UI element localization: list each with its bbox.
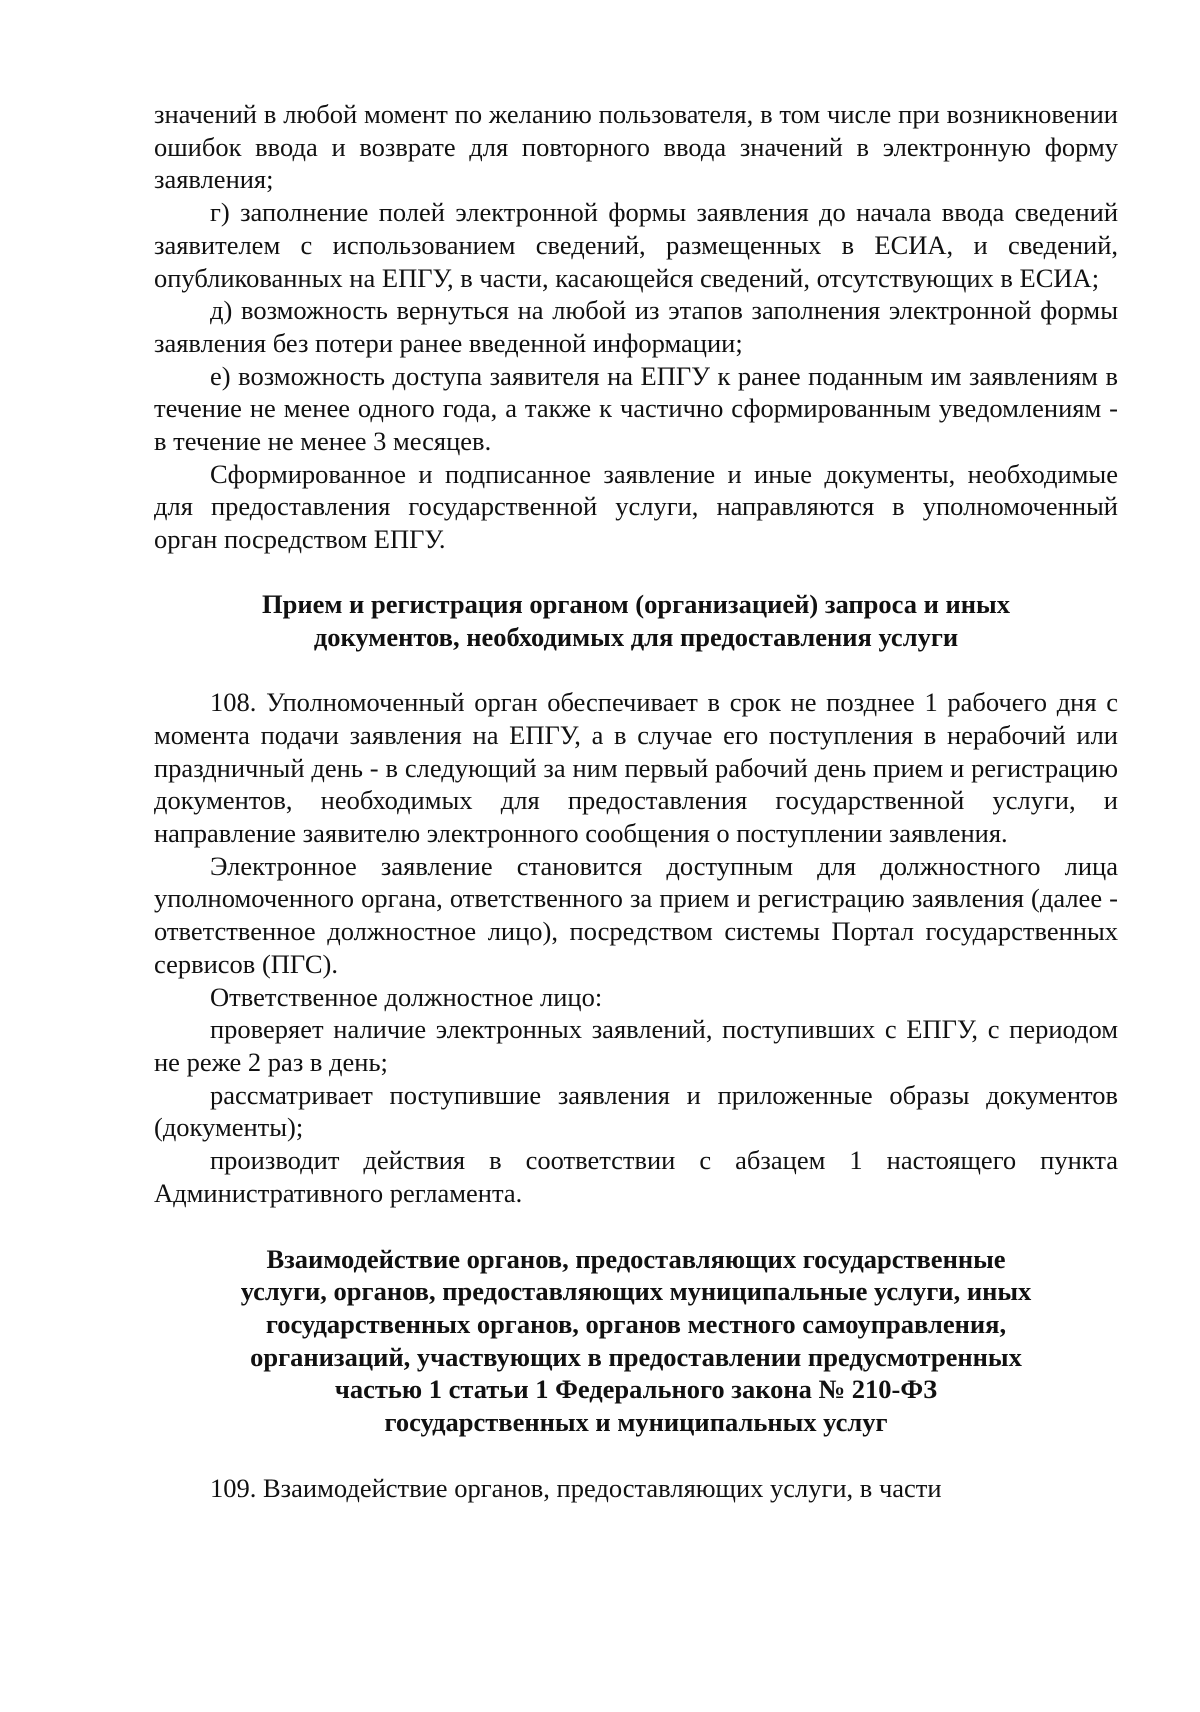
heading-line: Прием и регистрация органом (организацией) запроса и иных xyxy=(262,588,1010,619)
paragraph-formed-application: Сформированное и подписанное заявление и иные документы, необходимые для предоставления государственной услуги, направляются в уполномоченный орган посредством ЕПГУ. xyxy=(154,458,1118,555)
heading-line: услуги, органов, предоставляющих муниципальные услуги, иных xyxy=(240,1276,1032,1307)
paragraph-item-d: д) возможность вернуться на любой из этапов заполнения электронной формы заявления без потери ранее введенной информации; xyxy=(154,295,1118,358)
section-heading-reception-registration xyxy=(154,588,1118,653)
document-body xyxy=(154,98,1118,1504)
paragraph-checks: проверяет наличие электронных заявлений, поступивших с ЕПГУ, с периодом не реже 2 раз в день; xyxy=(154,1014,1118,1077)
heading-line: Взаимодействие органов, предоставляющих государственные xyxy=(266,1243,1006,1274)
section-heading-interaction xyxy=(154,1243,1118,1439)
heading-line: документов, необходимых для предоставления услуги xyxy=(313,621,959,652)
paragraph-electronic-application: Электронное заявление становится доступным для должностного лица уполномоченного органа, ответственного за прием и регистрацию заявления (далее - ответственное должностное лицо), посредством системы Портал государственных сервисов (ПГС). xyxy=(154,850,1118,979)
paragraph-continuation: значений в любой момент по желанию пользователя, в том числе при возникновении ошибок ввода и возврате для повторного ввода значений в электронную форму заявления; xyxy=(154,99,1118,195)
paragraph-performs: производит действия в соответствии с абзацем 1 настоящего пункта Административного регламента. xyxy=(154,1145,1118,1208)
heading-line: государственных и муниципальных услуг xyxy=(384,1407,888,1438)
paragraph-reviews: рассматривает поступившие заявления и приложенные образы документов (документы); xyxy=(154,1079,1118,1143)
heading-line: частью 1 статьи 1 Федерального закона № 210-ФЗ xyxy=(334,1374,938,1405)
heading-line: государственных органов, органов местного самоуправления, xyxy=(265,1308,1007,1339)
paragraph-109: 109. Взаимодействие органов, предоставляющих услуги, в части xyxy=(210,1472,942,1503)
heading-line: организаций, участвующих в предоставлении предусмотренных xyxy=(250,1341,1022,1372)
paragraph-108: 108. Уполномоченный орган обеспечивает в срок не позднее 1 рабочего дня с момента подачи заявления на ЕПГУ, а в случае его поступления в нерабочий или праздничный день - в следующий за ним первый рабочий день прием и регистрацию документов, необходимых для предоставления государственной услуги, и направление заявителю электронного сообщения о поступлении заявления. xyxy=(154,687,1118,849)
paragraph-item-e: е) возможность доступа заявителя на ЕПГУ к ранее поданным им заявлениям в течение не менее одного года, а также к частично сформированным уведомлениям - в течение не менее 3 месяцев. xyxy=(154,360,1118,457)
paragraph-item-g: г) заполнение полей электронной формы заявления до начала ввода сведений заявителем с использованием сведений, размещенных в ЕСИА, и сведений, опубликованных на ЕПГУ, в части, касающейся сведений, отсутствующих в ЕСИА; xyxy=(154,197,1118,293)
paragraph-responsible-official: Ответственное должностное лицо: xyxy=(210,981,603,1012)
